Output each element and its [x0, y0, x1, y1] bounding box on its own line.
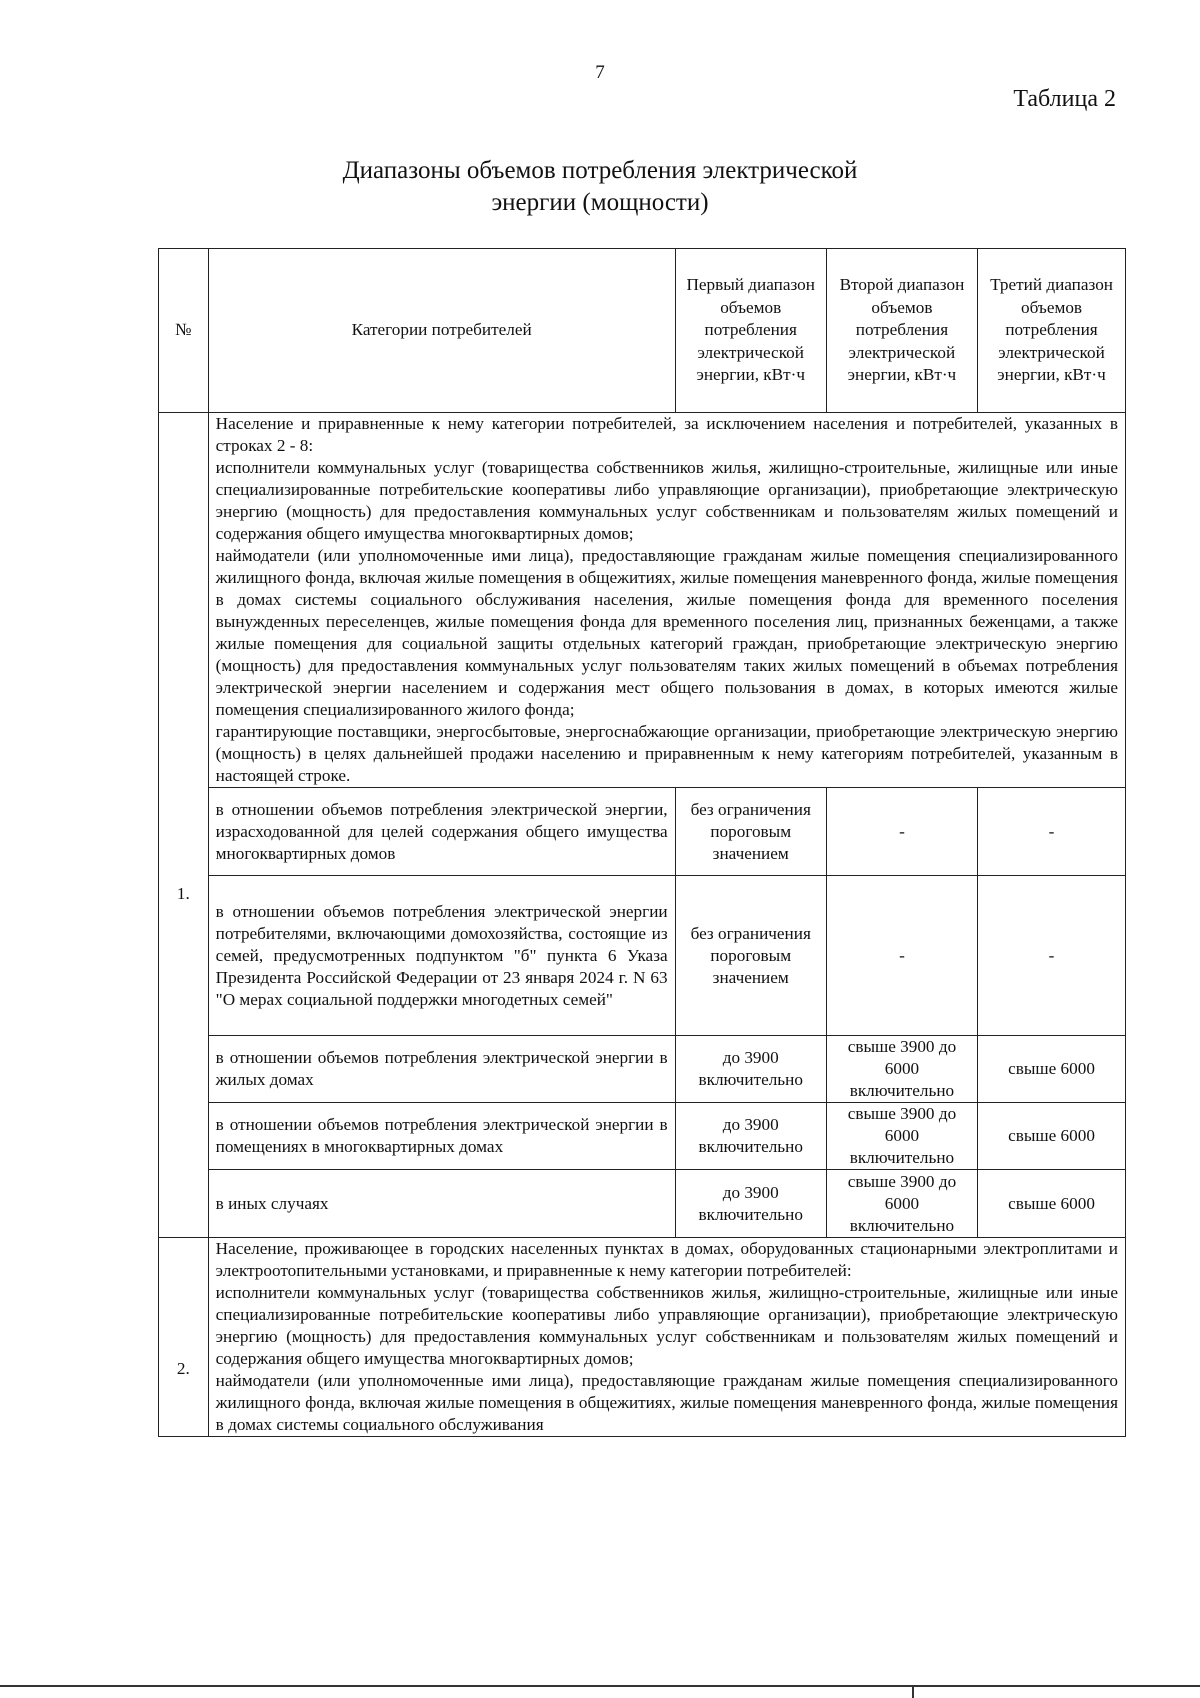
header-range-2: Второй диапазон объемов потребления электрической энергии, кВт·ч — [826, 249, 977, 413]
document-title — [0, 155, 1200, 219]
paragraph: наймодатели (или уполномоченные ими лица), предоставляющие гражданам жилые помещения специализированного жилищного фонда, включая жилые помещения в общежитиях, жилые помещения маневренного фонда, жилые помещения в домах системы социального обслуживания — [215, 1371, 1118, 1434]
paragraph: исполнители коммунальных услуг (товарищества собственников жилья, жилищно-строительные, жилищные или иные специализированные потребительские кооперативы либо управляющие организации), приобретающие электрическую энергию (мощность) для предоставления коммунальных услуг собственникам и пользователям жилых помещений и содержания общего имущества многоквартирных домов; — [215, 458, 1118, 543]
row-range-3: свыше 6000 — [978, 1103, 1126, 1170]
page-bottom-border — [0, 1685, 1200, 1687]
row-category: в иных случаях — [208, 1170, 675, 1238]
table-row — [159, 1103, 1126, 1170]
row-range-2: свыше 3900 до 6000 включительно — [826, 1103, 977, 1170]
paragraph: гарантирующие поставщики, энергосбытовые, энергоснабжающие организации, приобретающие электрическую энергию (мощность) в целях дальнейшей продажи населению и приравненным к нему категориям потребителей, указанным в настоящей строке. — [215, 722, 1118, 785]
section-1-intro-row — [159, 413, 1126, 788]
table-row — [159, 1036, 1126, 1103]
section-2-intro-row — [159, 1238, 1126, 1437]
row-category: в отношении объемов потребления электрической энергии потребителями, включающими домохозяйства, состоящие из семей, предусмотренных подпунктом "б" пункта 6 Указа Президента Российской Федерации от 23 января 2024 г. N 63 "О мерах социальной поддержки многодетных семей" — [208, 876, 675, 1036]
table-row — [159, 788, 1126, 876]
row-range-1: без ограничения пороговым значением — [675, 788, 826, 876]
row-range-2: - — [826, 876, 977, 1036]
section-1-text — [208, 413, 1125, 788]
row-number-1: 1. — [159, 413, 209, 1238]
header-range-1: Первый диапазон объемов потребления электрической энергии, кВт·ч — [675, 249, 826, 413]
paragraph: наймодатели (или уполномоченные ими лица), предоставляющие гражданам жилые помещения специализированного жилищного фонда, включая жилые помещения в общежитиях, жилые помещения маневренного фонда, жилые помещения в домах системы социального обслуживания населения, жилые помещения фонда для временного поселения вынужденных переселенцев, жилые помещения фонда для временного поселения лиц, признанных беженцами, а также жилые помещения для социальной защиты отдельных категорий граждан, приобретающие электрическую энергию (мощность) для предоставления коммунальных услуг пользователям таких жилых помещений в объемах потребления электрической энергии населением и содержания мест общего пользования в домах, в которых имеются жилые помещения специализированного жилого фонда; — [215, 546, 1118, 719]
table-label: Таблица 2 — [1013, 86, 1116, 112]
row-category: в отношении объемов потребления электрической энергии, израсходованной для целей содержания общего имущества многоквартирных домов — [208, 788, 675, 876]
row-range-1: до 3900 включительно — [675, 1170, 826, 1238]
row-range-3: - — [978, 876, 1126, 1036]
row-range-1: до 3900 включительно — [675, 1103, 826, 1170]
paragraph: Население, проживающее в городских населенных пунктах в домах, оборудованных стационарными электроплитами и электроотопительными установками, и приравненные к нему категории потребителей: — [215, 1239, 1118, 1280]
header-category: Категории потребителей — [208, 249, 675, 413]
header-row — [159, 249, 1126, 413]
title-line-2: энергии (мощности) — [491, 189, 709, 216]
row-range-2: свыше 3900 до 6000 включительно — [826, 1170, 977, 1238]
row-range-3: - — [978, 788, 1126, 876]
table-row — [159, 876, 1126, 1036]
row-number-2: 2. — [159, 1238, 209, 1437]
row-range-2: - — [826, 788, 977, 876]
row-category: в отношении объемов потребления электрической энергии в жилых домах — [208, 1036, 675, 1103]
page-number: 7 — [595, 62, 605, 83]
row-range-3: свыше 6000 — [978, 1170, 1126, 1238]
row-category: в отношении объемов потребления электрической энергии в помещениях в многоквартирных домах — [208, 1103, 675, 1170]
paragraph: исполнители коммунальных услуг (товарищества собственников жилья, жилищно-строительные, жилищные или иные специализированные потребительские кооперативы либо управляющие организации), приобретающие электрическую энергию (мощность) для предоставления коммунальных услуг собственникам и пользователям жилых помещений и содержания общего имущества многоквартирных домов; — [215, 1283, 1118, 1368]
table-row — [159, 1170, 1126, 1238]
section-2-text — [208, 1238, 1125, 1437]
paragraph: Население и приравненные к нему категории потребителей, за исключением населения и потребителей, указанных в строках 2 - 8: — [215, 414, 1118, 455]
header-num: № — [159, 249, 209, 413]
row-range-1: до 3900 включительно — [675, 1036, 826, 1103]
header-range-3: Третий диапазон объемов потребления электрической энергии, кВт·ч — [978, 249, 1126, 413]
row-range-1: без ограничения пороговым значением — [675, 876, 826, 1036]
consumption-ranges-table — [158, 248, 1126, 1437]
title-line-1: Диапазоны объемов потребления электрической — [342, 157, 858, 184]
row-range-3: свыше 6000 — [978, 1036, 1126, 1103]
page-bottom-tick — [912, 1687, 914, 1698]
row-range-2: свыше 3900 до 6000 включительно — [826, 1036, 977, 1103]
